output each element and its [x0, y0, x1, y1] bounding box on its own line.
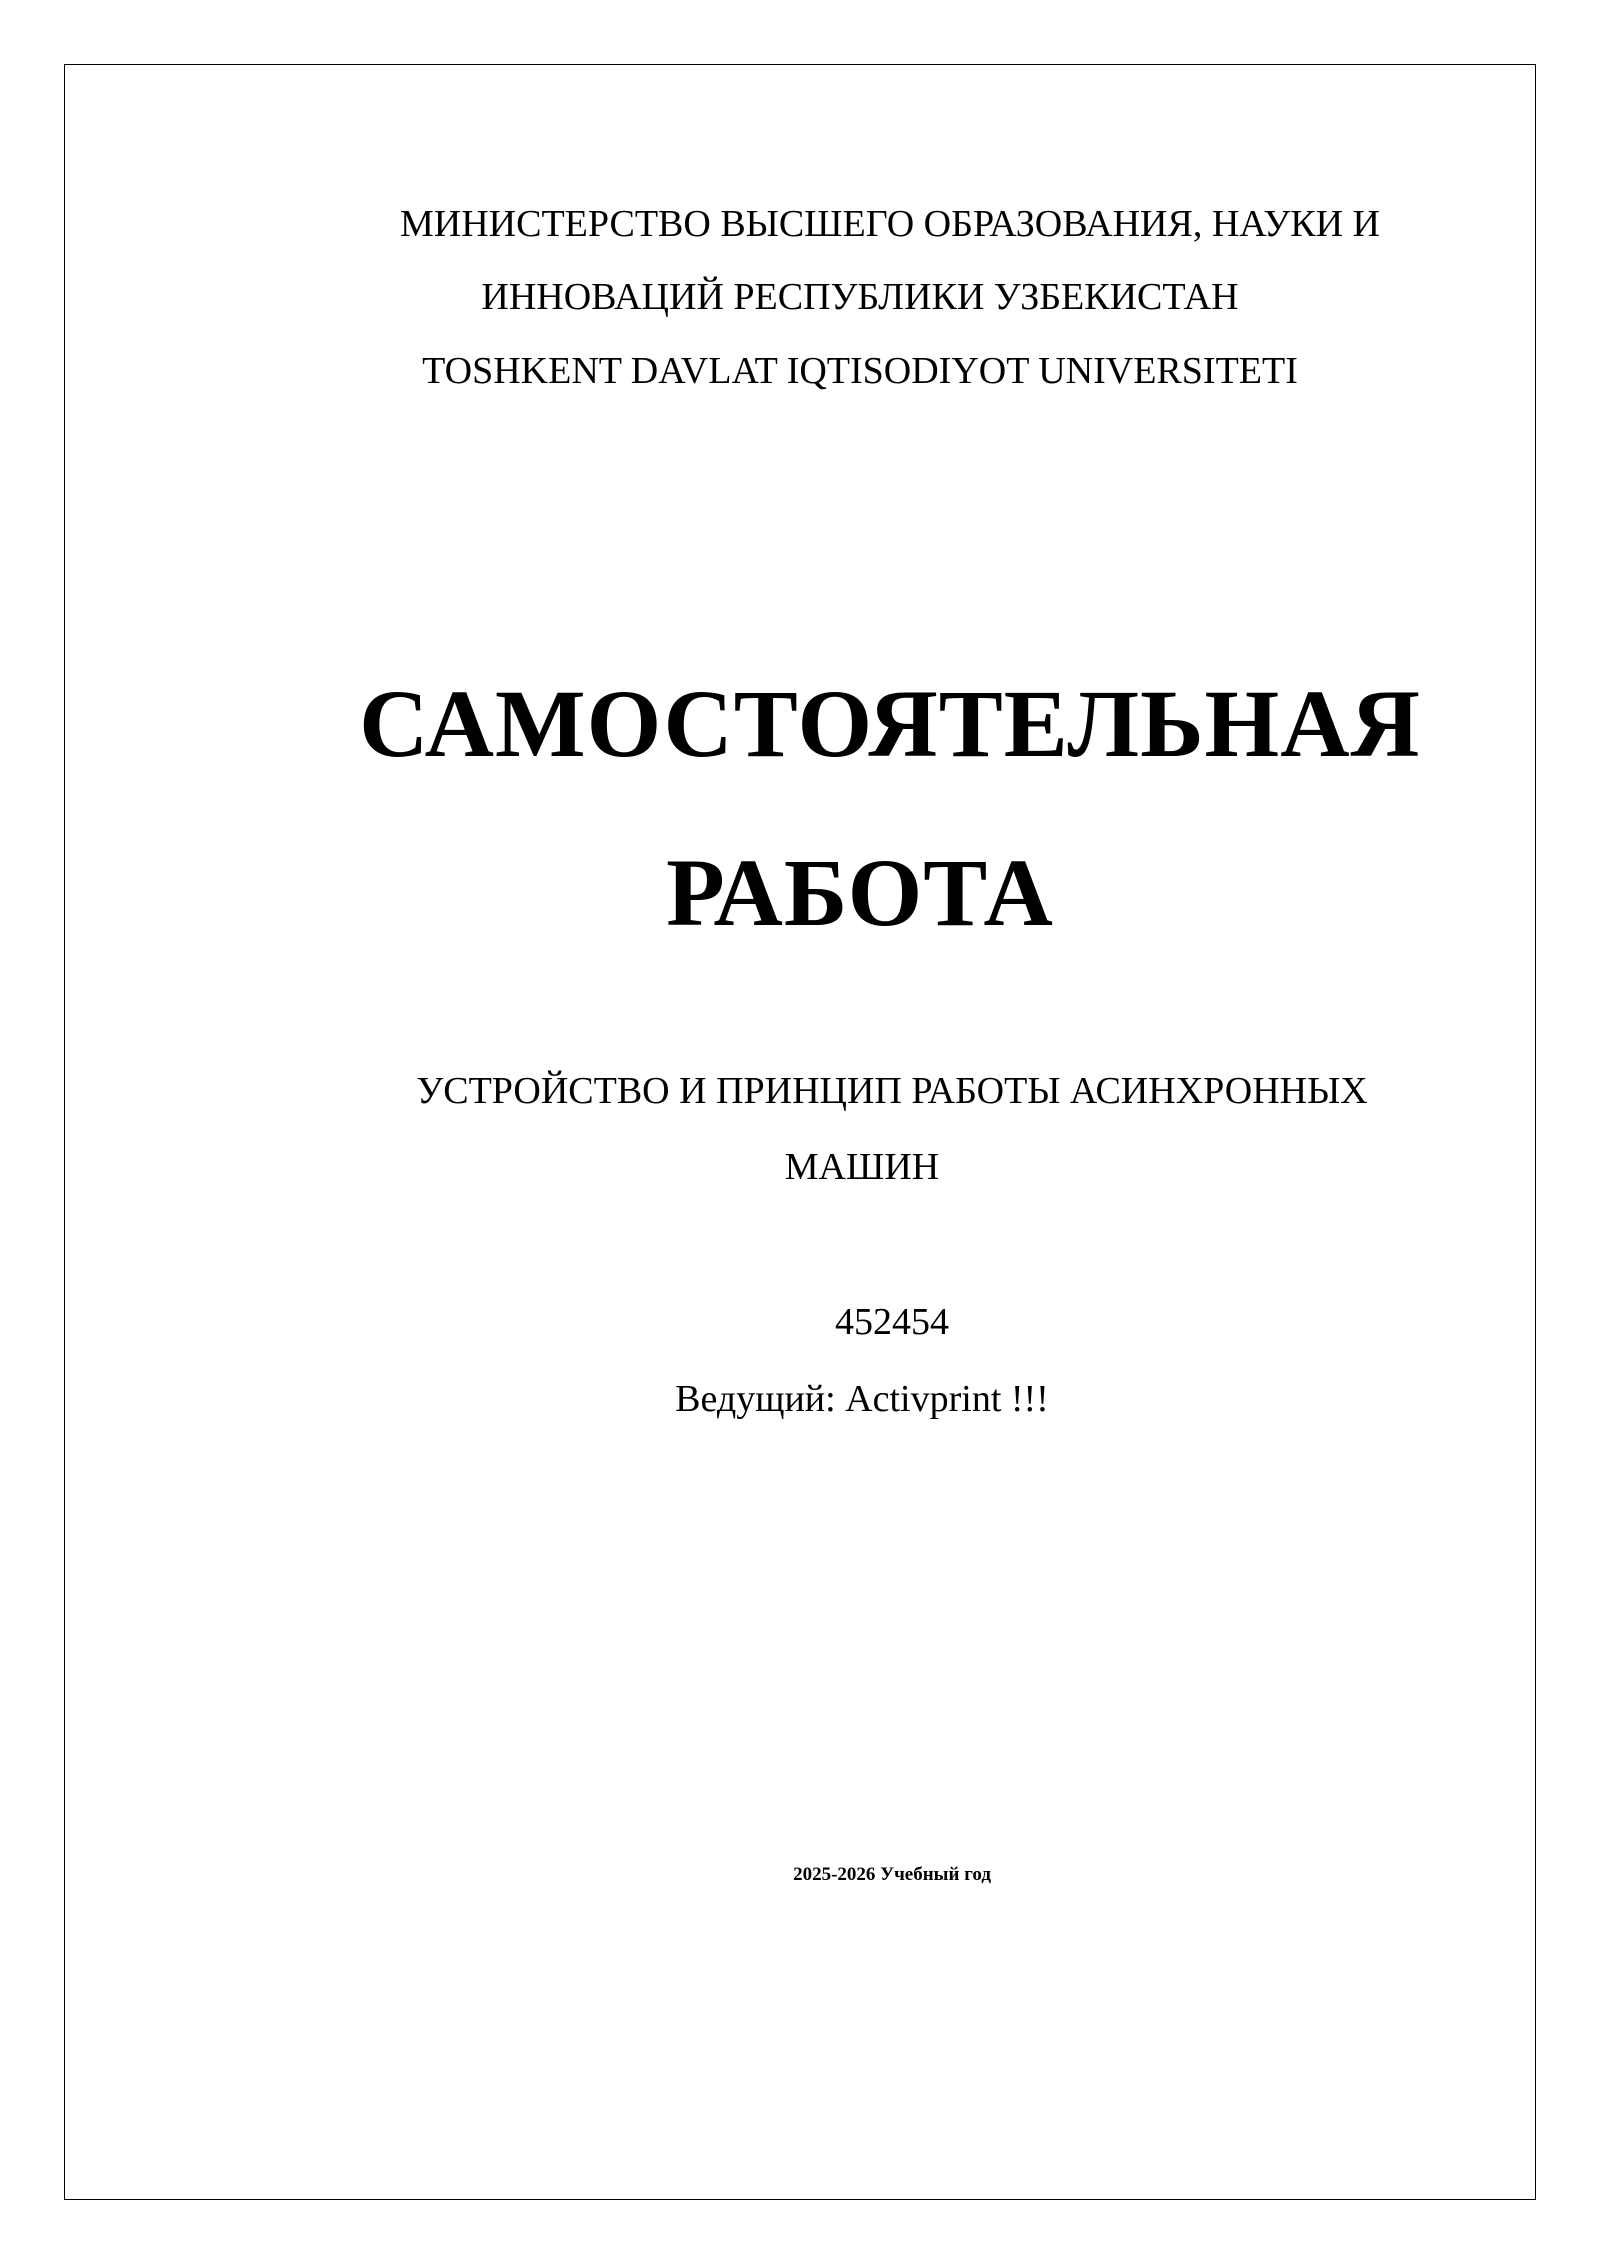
supervisor-line: Ведущий: Activprint !!!: [675, 1378, 1049, 1420]
university-name: TOSHKENT DAVLAT IQTISODIYOT UNIVERSITETI: [422, 350, 1298, 392]
document-title-line-1: САМОСТОЯТЕЛЬНАЯ: [359, 670, 1421, 777]
ministry-heading-line-2: ИННОВАЦИЙ РЕСПУБЛИКИ УЗБЕКИСТАН: [481, 276, 1239, 318]
document-title-line-2: РАБОТА: [666, 839, 1054, 946]
ministry-heading-line-1: МИНИСТЕРСТВО ВЫСШЕГО ОБРАЗОВАНИЯ, НАУКИ И: [400, 203, 1380, 245]
subject-line-1: УСТРОЙСТВО И ПРИНЦИП РАБОТЫ АСИНХРОННЫХ: [416, 1070, 1368, 1112]
subject-line-2: МАШИН: [784, 1146, 940, 1188]
student-id: 452454: [835, 1301, 949, 1343]
academic-year: 2025-2026 Учебный год: [793, 1864, 991, 1885]
